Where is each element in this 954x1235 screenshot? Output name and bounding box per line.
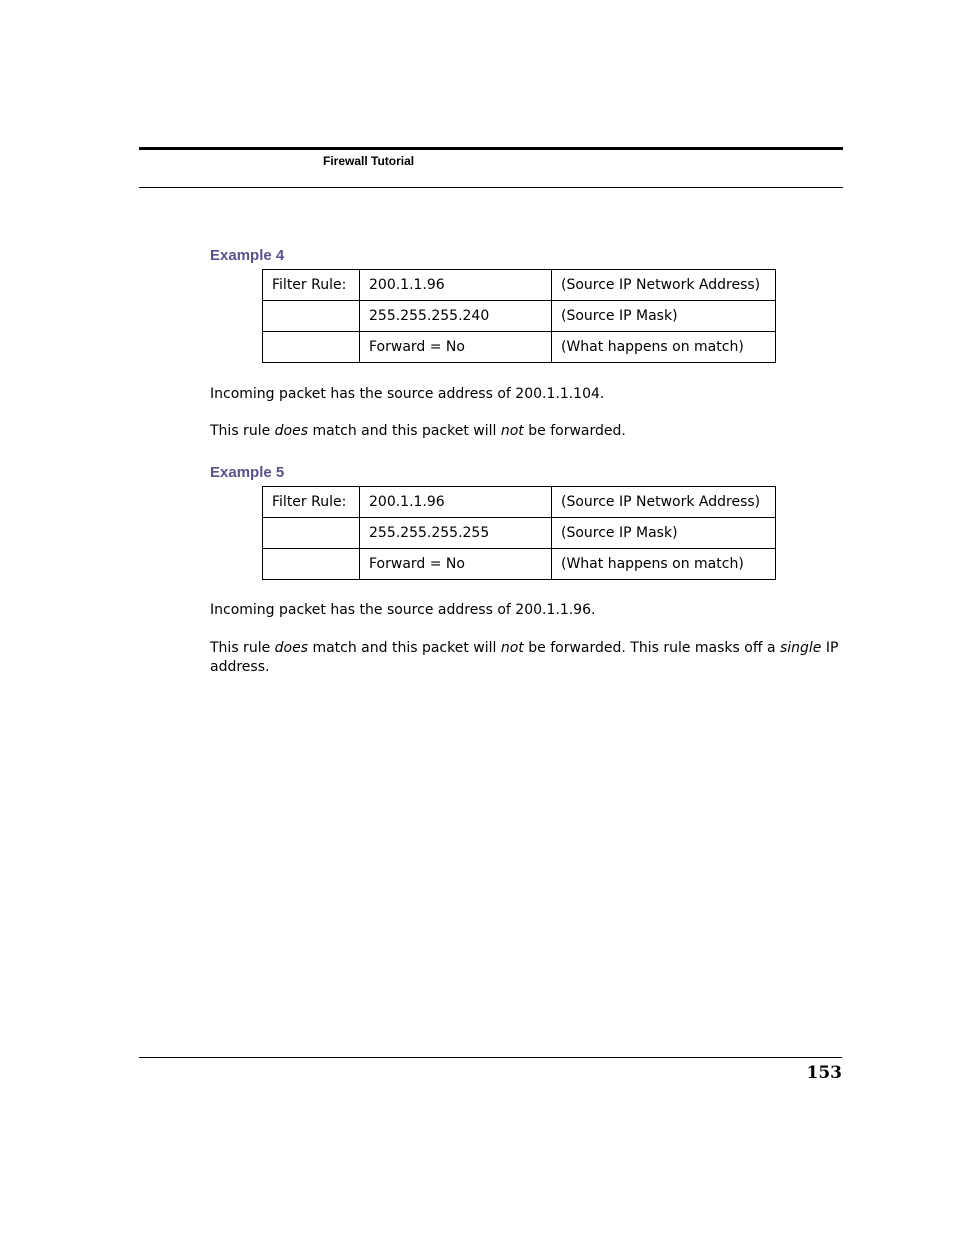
table-cell: 255.255.255.255 bbox=[360, 518, 552, 549]
footer-rule bbox=[139, 1057, 842, 1058]
text-run: This rule bbox=[210, 640, 275, 656]
table-cell bbox=[263, 549, 360, 580]
table-row bbox=[263, 332, 776, 363]
emphasis: does bbox=[274, 640, 308, 656]
table-cell: 255.255.255.240 bbox=[360, 301, 552, 332]
example-5-result-text bbox=[210, 639, 840, 677]
page-number: 153 bbox=[806, 1063, 842, 1083]
table-cell: (What happens on match) bbox=[552, 332, 776, 363]
text-run: be forwarded. This rule masks off a bbox=[523, 640, 780, 656]
table-cell bbox=[263, 332, 360, 363]
header-rule-bottom bbox=[139, 187, 843, 188]
table-cell: Filter Rule: bbox=[263, 270, 360, 301]
example-5-incoming-text: Incoming packet has the source address of 200.1.1.96. bbox=[210, 602, 596, 618]
table-cell: (Source IP Network Address) bbox=[552, 487, 776, 518]
running-header-title: Firewall Tutorial bbox=[323, 154, 415, 168]
table-cell: Forward = No bbox=[360, 549, 552, 580]
emphasis: not bbox=[500, 423, 524, 439]
text-run: match and this packet will bbox=[308, 423, 501, 439]
table-cell bbox=[263, 301, 360, 332]
example-4-heading: Example 4 bbox=[210, 247, 285, 264]
table-cell: Forward = No bbox=[360, 332, 552, 363]
text-run: This rule bbox=[210, 423, 275, 439]
table-cell: 200.1.1.96 bbox=[360, 270, 552, 301]
emphasis: single bbox=[779, 640, 822, 656]
table-cell: (Source IP Network Address) bbox=[552, 270, 776, 301]
example-4-filter-table bbox=[262, 269, 776, 363]
table-cell bbox=[263, 518, 360, 549]
header-rule-top bbox=[139, 147, 843, 150]
table-row bbox=[263, 518, 776, 549]
example-5-filter-table bbox=[262, 486, 776, 580]
table-cell: 200.1.1.96 bbox=[360, 487, 552, 518]
table-cell: Filter Rule: bbox=[263, 487, 360, 518]
table-cell: (Source IP Mask) bbox=[552, 518, 776, 549]
table-row bbox=[263, 270, 776, 301]
table-row bbox=[263, 301, 776, 332]
emphasis: does bbox=[274, 423, 308, 439]
example-4-incoming-text: Incoming packet has the source address of 200.1.1.104. bbox=[210, 386, 605, 402]
text-run: IP address. bbox=[210, 640, 839, 675]
table-row bbox=[263, 549, 776, 580]
text-run: be forwarded. bbox=[523, 423, 626, 439]
text-run: match and this packet will bbox=[308, 640, 501, 656]
table-row bbox=[263, 487, 776, 518]
example-4-result-text bbox=[210, 422, 840, 441]
table-cell: (What happens on match) bbox=[552, 549, 776, 580]
emphasis: not bbox=[500, 640, 524, 656]
table-cell: (Source IP Mask) bbox=[552, 301, 776, 332]
example-5-heading: Example 5 bbox=[210, 464, 285, 481]
